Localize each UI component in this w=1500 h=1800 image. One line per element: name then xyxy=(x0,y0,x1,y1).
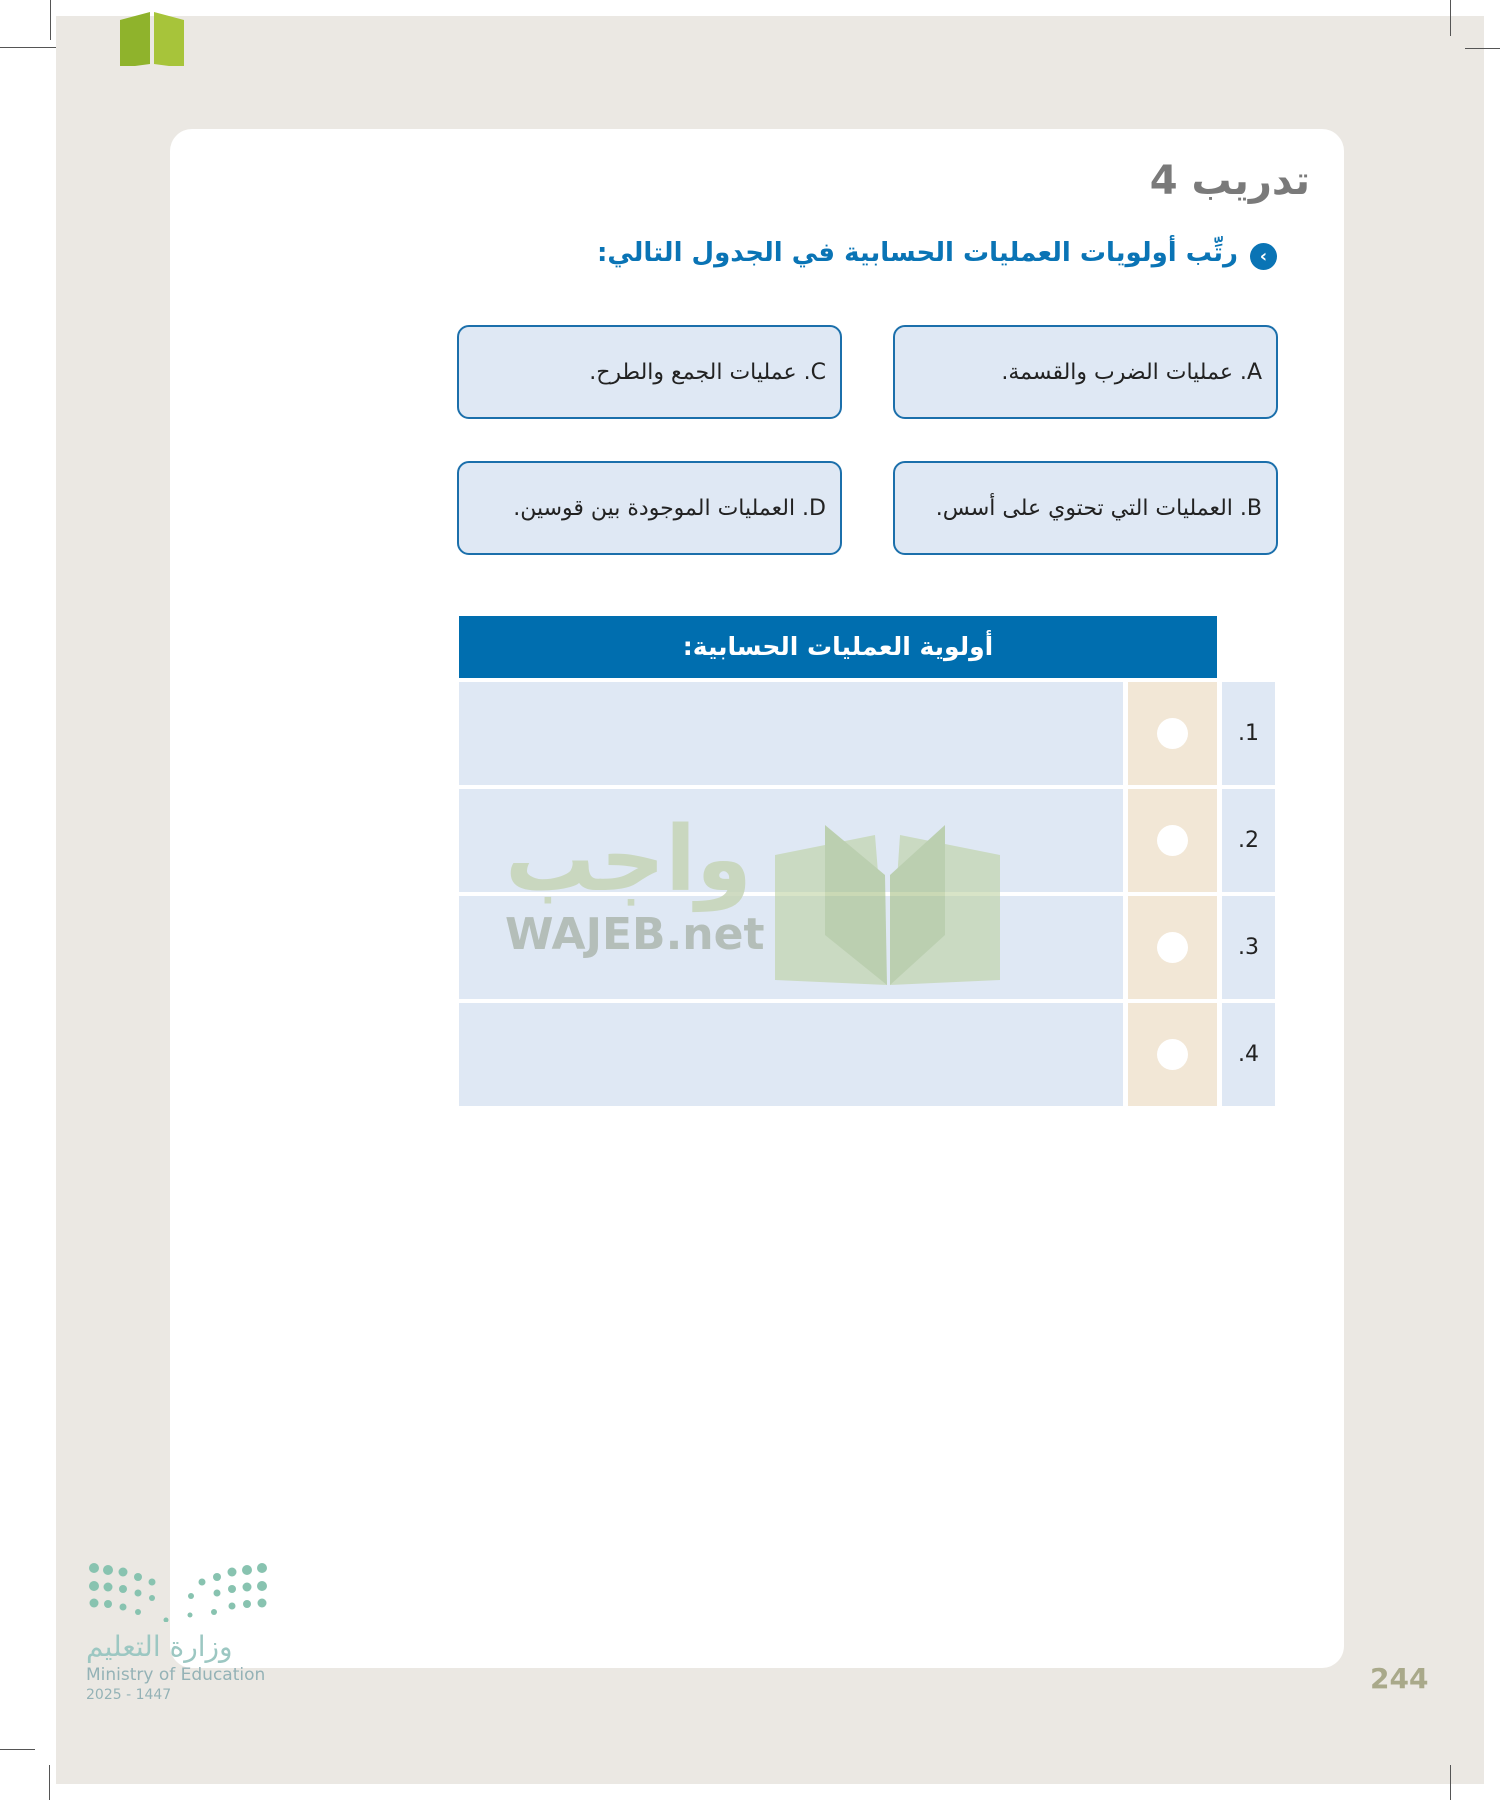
crop-mark xyxy=(1465,48,1500,49)
answer-cell[interactable] xyxy=(459,1003,1123,1106)
circle-marker xyxy=(1157,718,1188,749)
watermark-ar: واجب xyxy=(505,807,752,912)
marker-cell[interactable] xyxy=(1128,682,1217,785)
book-logo-icon xyxy=(10,6,190,66)
table-header: أولوية العمليات الحسابية: xyxy=(459,616,1217,678)
circle-marker xyxy=(1157,825,1188,856)
ministry-name-en: Ministry of Education xyxy=(86,1664,266,1685)
marker-cell[interactable] xyxy=(1128,789,1217,892)
wajeb-logo[interactable] xyxy=(10,6,190,70)
crop-mark xyxy=(1450,1765,1451,1800)
circle-marker xyxy=(1157,1039,1188,1070)
circle-marker xyxy=(1157,932,1188,963)
marker-cell[interactable] xyxy=(1128,1003,1217,1106)
row-number: 2. xyxy=(1238,828,1259,853)
instruction-text: رتِّب أولويات العمليات الحسابية في الجدول التالي: xyxy=(596,238,1238,268)
number-cell xyxy=(1222,789,1275,892)
row-number: 4. xyxy=(1238,1042,1259,1067)
number-cell xyxy=(1222,1003,1275,1106)
number-cell xyxy=(1222,896,1275,999)
crop-mark xyxy=(1450,0,1451,36)
page-number: 244 xyxy=(1370,1662,1429,1695)
exercise-title: تدريب 4 xyxy=(1149,158,1310,204)
answer-cell[interactable] xyxy=(459,682,1123,785)
number-cell xyxy=(1222,682,1275,785)
ministry-name-ar: وزارة التعليم xyxy=(86,1630,233,1663)
row-number: 1. xyxy=(1238,721,1259,746)
option-c[interactable]: C. عمليات الجمع والطرح. xyxy=(457,325,842,419)
watermark xyxy=(505,807,765,960)
crop-mark xyxy=(49,1765,50,1800)
watermark-book-icon xyxy=(775,815,1000,985)
option-a[interactable]: A. عمليات الضرب والقسمة. xyxy=(893,325,1278,419)
dots-emblem-icon xyxy=(86,1560,276,1622)
option-d[interactable]: D. العمليات الموجودة بين قوسين. xyxy=(457,461,842,555)
option-b[interactable]: B. العمليات التي تحتوي على أسس. xyxy=(893,461,1278,555)
ministry-year: 2025 - 1447 xyxy=(86,1686,172,1703)
chevron-left-icon: ‹ xyxy=(1250,243,1277,270)
row-number: 3. xyxy=(1238,935,1259,960)
marker-cell[interactable] xyxy=(1128,896,1217,999)
crop-mark xyxy=(0,1749,35,1750)
watermark-en: WAJEB.net xyxy=(505,909,765,960)
ministry-logo xyxy=(86,1560,276,1704)
